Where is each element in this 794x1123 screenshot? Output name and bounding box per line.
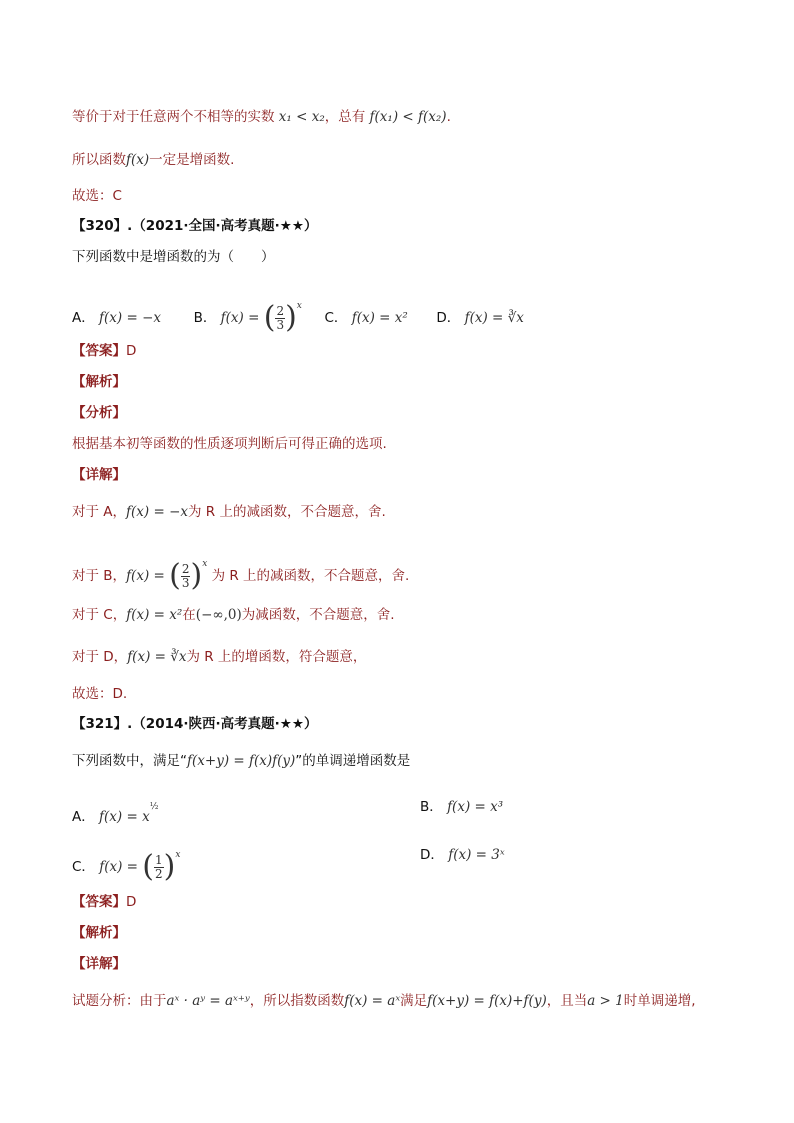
option-label: C． <box>72 859 95 875</box>
fenxi-tag: 【分析】 <box>72 405 126 421</box>
detail-tag: 【详解】 <box>72 956 126 972</box>
option-label: B． <box>193 310 217 326</box>
choice-line: 故选：D. <box>72 686 128 702</box>
math: f(x) = 3ˣ <box>448 847 505 863</box>
option-label: A． <box>72 809 95 825</box>
math: f(x) = x² <box>351 310 408 326</box>
detail-c: 对于 C，f(x) = x²在(−∞,0)为减函数，不合题意，舍. <box>72 607 395 623</box>
question-header: 【321】.（2014·陕西·高考真题·★★） <box>72 716 318 732</box>
choice-line: 故选：C <box>72 188 122 204</box>
math: f(x) = ∛x <box>127 649 187 665</box>
math: f(x) = ∛x <box>464 310 524 326</box>
detail-b: 对于 B，f(x) = ( $\frac{2}{3}$ )$^x$ 为 R 上的减函数，不合题意，舍. <box>72 558 410 593</box>
options-row: C． f(x) = ( $\frac{1}{2}$ )$^x$ D． f(x) = 3ˣ <box>72 847 505 884</box>
fraction: $\frac{2}{3}$ <box>276 303 285 332</box>
question-header: 【320】.（2021·全国·高考真题·★★） <box>72 218 318 234</box>
answer-line: 【答案】D <box>72 343 137 359</box>
math: f(x) = −x <box>99 310 162 326</box>
question-stem: 下列函数中是增函数的为（ ） <box>72 249 275 265</box>
math: f(x) <box>126 152 150 168</box>
option-label: C． <box>324 310 348 326</box>
detail-text: 试题分析：由于aˣ · aʸ = aˣ⁺ʸ，所以指数函数f(x) = aˣ满足f(x+y) = f(x)+f(y)，且当a > 1时单调递增, <box>72 993 696 1009</box>
math: a > 1 <box>587 993 624 1009</box>
detail-tag: 【详解】 <box>72 467 126 483</box>
math: aˣ · aʸ = aˣ⁺ʸ <box>166 993 250 1009</box>
text: 等价于对于任意两个不相等的实数 <box>72 109 275 125</box>
math: f(x) = x <box>99 809 150 825</box>
math: f(x) = <box>220 310 260 326</box>
fraction: $\frac{2}{3}$ <box>181 561 190 590</box>
options-row: A． f(x) = −x B． f(x) = ( $\frac{2}{3}$ )$^x$ C． f(x) = x² D． f(x) = ∛x <box>72 300 524 335</box>
detail-d: 对于 D，f(x) = ∛x为 R 上的增函数，符合题意， <box>72 649 367 665</box>
math: f(x) = <box>99 859 138 875</box>
math: f(x) = x³ <box>447 799 504 815</box>
text-line <box>72 150 234 170</box>
math: f(x) = −x <box>126 504 188 520</box>
math: (−∞,0) <box>195 607 242 623</box>
math: f(x₁) < f(x₂) <box>369 109 447 125</box>
text: ，总有 <box>324 109 366 125</box>
fenxi-text: 根据基本初等函数的性质逐项判断后可得正确的选项. <box>72 436 387 452</box>
option-label: D． <box>436 310 461 326</box>
option-label: B． <box>420 799 443 815</box>
option-label: D． <box>420 847 444 863</box>
text: 一定是增函数. <box>149 152 235 168</box>
text: 所以函数 <box>72 152 126 168</box>
option-label: A． <box>72 310 95 326</box>
analysis-tag: 【解析】 <box>72 925 126 941</box>
math: x₁ < x₂ <box>278 109 325 125</box>
question-stem: 下列函数中，满足“f(x+y) = f(x)f(y)”的单调递增函数是 <box>72 753 411 769</box>
text: . <box>446 109 451 125</box>
math: f(x+y) = f(x)f(y) <box>187 753 296 769</box>
fraction: $\frac{1}{2}$ <box>155 852 163 881</box>
answer-line: 【答案】D <box>72 894 137 910</box>
options-row: A． $f(x) = x^{\frac{1}{2}}$ B． f(x) = x³ <box>72 799 504 825</box>
math: f(x) = x² <box>126 607 183 623</box>
analysis-tag: 【解析】 <box>72 374 126 390</box>
math: f(x) = aˣ <box>344 993 401 1009</box>
detail-a: 对于 A，f(x) = −x为 R 上的减函数，不合题意，舍. <box>72 504 386 520</box>
math: f(x+y) = f(x)+f(y) <box>427 993 547 1009</box>
text-line <box>72 107 451 127</box>
math: f(x) = <box>126 568 165 584</box>
